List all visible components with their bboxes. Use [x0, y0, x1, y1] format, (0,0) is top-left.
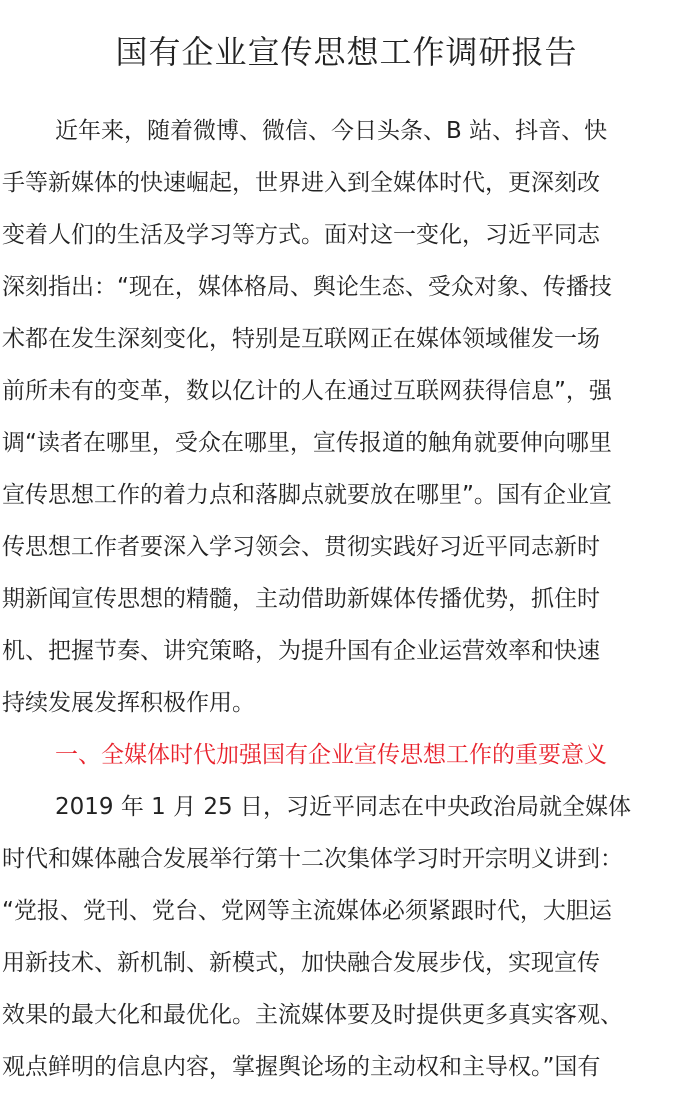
paragraph-line: 调“读者在哪里，受众在哪里，宣传报道的触角就要伸向哪里 [2, 430, 612, 456]
paragraph-line: 变着人们的生活及学习等方式。面对这一变化，习近平同志 [2, 222, 600, 248]
paragraph-line: 传思想工作者要深入学习领会、贯彻实践好习近平同志新时 [2, 534, 600, 560]
paragraph-line: 时代和媒体融合发展举行第十二次集体学习时开宗明义讲到： [2, 846, 623, 872]
paragraph-line: 机、把握节奏、讲究策略，为提升国有企业运营效率和快速 [2, 638, 600, 664]
paragraph-line: 术都在发生深刻变化，特别是互联网正在媒体领域催发一场 [2, 326, 600, 352]
paragraph-line: “党报、党刊、党台、党网等主流媒体必须紧跟时代，大胆运 [2, 898, 612, 924]
section-heading: 一、全媒体时代加强国有企业宣传思想工作的重要意义 [55, 742, 607, 768]
paragraph-line: 2019 年 1 月 25 日，习近平同志在中央政治局就全媒体 [55, 794, 631, 820]
paragraph-line: 用新技术、新机制、新模式，加快融合发展步伐，实现宣传 [2, 950, 600, 976]
document-title: 国有企业宣传思想工作调研报告 [115, 33, 578, 71]
paragraph-line: 观点鲜明的信息内容，掌握舆论场的主动权和主导权。”国有 [2, 1054, 601, 1080]
paragraph-line: 深刻指出：“现在，媒体格局、舆论生态、受众对象、传播技 [2, 274, 612, 300]
paragraph-line: 前所未有的变革，数以亿计的人在通过互联网获得信息”，强 [2, 378, 612, 404]
paragraph-line: 持续发展发挥积极作用。 [2, 690, 255, 716]
paragraph-line: 手等新媒体的快速崛起，世界进入到全媒体时代，更深刻改 [2, 170, 600, 196]
paragraph-line: 宣传思想工作的着力点和落脚点就要放在哪里”。国有企业宣 [2, 482, 612, 508]
paragraph-line: 期新闻宣传思想的精髓，主动借助新媒体传播优势，抓住时 [2, 586, 600, 612]
paragraph-line: 近年来，随着微博、微信、今日头条、B 站、抖音、快 [55, 118, 608, 144]
paragraph-line: 效果的最大化和最优化。主流媒体要及时提供更多真实客观、 [2, 1002, 623, 1028]
